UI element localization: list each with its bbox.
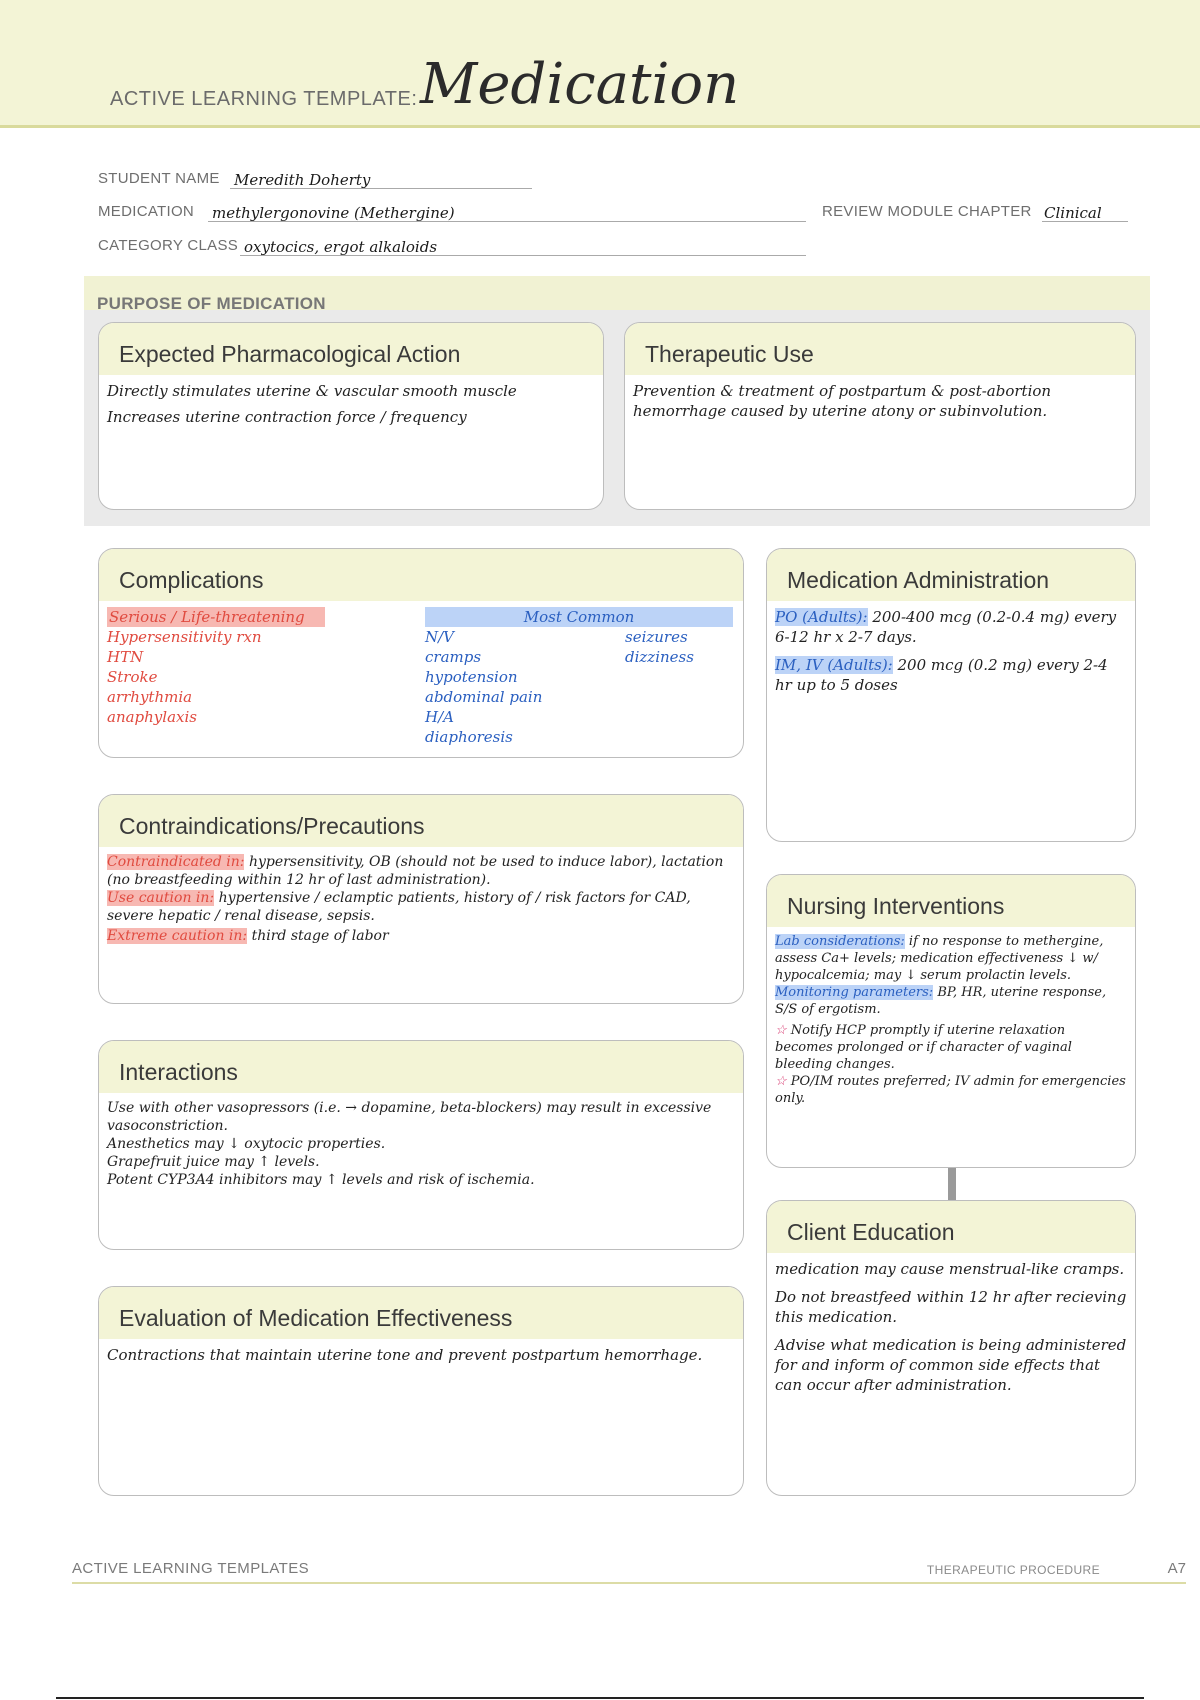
education-line: Advise what medication is being administered for and inform of common side effects that can occur after administration. — [775, 1336, 1127, 1394]
po-text: 200-400 mcg (0.2-0.4 mg) every 6-12 hr x 2-7 days. — [775, 608, 1117, 646]
interactions-title: Interactions — [99, 1041, 743, 1093]
monitor-label: Monitoring parameters: — [775, 985, 934, 1000]
interaction-line: Anesthetics may ↓ oxytocic properties. — [107, 1136, 386, 1152]
lab-label: Lab considerations: — [775, 934, 905, 949]
interactions-box — [98, 1040, 744, 1250]
expected-action-box — [98, 322, 604, 510]
star-icon: ☆ — [775, 1074, 787, 1089]
common-item: N/V — [425, 628, 455, 646]
medication-field[interactable] — [208, 196, 806, 222]
common-item: hypotension — [425, 668, 518, 686]
common-item: diaphoresis — [425, 728, 513, 746]
client-education-title: Client Education — [767, 1201, 1135, 1253]
serious-header: Serious / Life-threatening — [107, 607, 325, 627]
evaluation-box — [98, 1286, 744, 1496]
template-label: ACTIVE LEARNING TEMPLATE: — [110, 88, 418, 110]
complications-title: Complications — [99, 549, 743, 601]
notify-text: Notify HCP promptly if uterine relaxation becomes prolonged or if character of vaginal bleeding changes. — [775, 1023, 1072, 1072]
common-item: abdominal pain — [425, 688, 543, 706]
bottom-rule — [56, 1697, 1144, 1699]
education-line: medication may cause menstrual-like cramps. — [775, 1260, 1125, 1278]
common-item: H/A — [425, 708, 454, 726]
category-class-value: oxytocics, ergot alkaloids — [244, 238, 438, 256]
footer-right: THERAPEUTIC PROCEDURE — [926, 1563, 1100, 1577]
student-name-field[interactable] — [230, 163, 532, 189]
serious-item: Hypersensitivity rxn — [107, 628, 262, 646]
serious-item: Stroke — [107, 668, 158, 686]
review-module-field[interactable] — [1042, 196, 1128, 222]
review-module-label: REVIEW MODULE CHAPTER — [822, 203, 1032, 220]
caution-label: Use caution in: — [107, 890, 215, 906]
footer-rule — [72, 1582, 1186, 1584]
interaction-line: Potent CYP3A4 inhibitors may ↑ levels and risk of ischemia. — [107, 1172, 535, 1188]
common-header: Most Common — [425, 607, 733, 627]
contraindicated-label: Contraindicated in: — [107, 854, 245, 870]
caution-text: hypertensive / eclamptic patients, history of / risk factors for CAD, severe hepatic / renal disease, sepsis. — [107, 890, 691, 924]
serious-item: arrhythmia — [107, 688, 193, 706]
contraindications-box — [98, 794, 744, 1004]
interaction-line: Grapefruit juice may ↑ levels. — [107, 1154, 320, 1170]
therapeutic-use-text: Prevention & treatment of postpartum & post-abortion hemorrhage caused by uterine atony or subinvolution. — [633, 382, 1052, 420]
complications-box — [98, 548, 744, 758]
routes-text: PO/IM routes preferred; IV admin for emergencies only. — [775, 1074, 1126, 1106]
administration-title: Medication Administration — [767, 549, 1135, 601]
contraindications-title: Contraindications/Precautions — [99, 795, 743, 847]
expected-action-title: Expected Pharmacological Action — [99, 323, 603, 375]
therapeutic-use-title: Therapeutic Use — [625, 323, 1135, 375]
student-name-value: Meredith Doherty — [234, 171, 371, 189]
star-icon: ☆ — [775, 1023, 787, 1038]
footer-left: ACTIVE LEARNING TEMPLATES — [72, 1560, 309, 1577]
contraindicated-text: hypersensitivity, OB (should not be used to induce labor), lactation (no breastfeeding within 12 hr of last administration). — [107, 854, 724, 888]
interaction-line: Use with other vasopressors (i.e. → dopamine, beta-blockers) may result in excessive vasoconstriction. — [107, 1100, 712, 1134]
common-item: cramps — [425, 648, 482, 666]
client-education-box — [766, 1200, 1136, 1496]
page-title: Medication — [420, 52, 740, 117]
page-number: A7 — [1167, 1560, 1186, 1577]
expected-action-line: Directly stimulates uterine & vascular smooth muscle — [107, 382, 517, 400]
administration-box — [766, 548, 1136, 842]
evaluation-title: Evaluation of Medication Effectiveness — [99, 1287, 743, 1339]
therapeutic-use-box — [624, 322, 1136, 510]
review-module-value: Clinical — [1044, 204, 1102, 222]
category-class-label: CATEGORY CLASS — [98, 237, 239, 254]
category-class-field[interactable] — [240, 230, 806, 256]
evaluation-text: Contractions that maintain uterine tone and prevent postpartum hemorrhage. — [107, 1346, 703, 1364]
lab-text: if no response to methergine, assess Ca+ levels; medication effectiveness ↓ w/ hypocalcemia; may ↓ serum prolactin levels. — [775, 934, 1104, 983]
monitor-text: BP, HR, uterine response, S/S of ergotism. — [775, 985, 1107, 1017]
im-text: 200 mcg (0.2 mg) every 2-4 hr up to 5 doses — [775, 656, 1108, 694]
serious-item: HTN — [107, 648, 144, 666]
nursing-title: Nursing Interventions — [767, 875, 1135, 927]
medication-value: methylergonovine (Methergine) — [212, 204, 455, 222]
serious-item: anaphylaxis — [107, 708, 197, 726]
expected-action-line: Increases uterine contraction force / frequency — [107, 408, 467, 426]
education-line: Do not breastfeed within 12 hr after recieving this medication. — [775, 1288, 1127, 1326]
common-item: seizures — [625, 628, 688, 646]
extreme-caution-label: Extreme caution in: — [107, 928, 248, 944]
purpose-label: PURPOSE OF MEDICATION — [97, 294, 326, 313]
common-item: dizziness — [625, 648, 694, 666]
extreme-caution-text: third stage of labor — [251, 928, 389, 944]
medication-label: MEDICATION — [98, 203, 195, 220]
student-name-label: STUDENT NAME — [98, 170, 220, 187]
connector-line — [948, 1168, 956, 1200]
nursing-box — [766, 874, 1136, 1168]
po-label: PO (Adults): — [775, 608, 868, 626]
im-label: IM, IV (Adults): — [775, 656, 893, 674]
